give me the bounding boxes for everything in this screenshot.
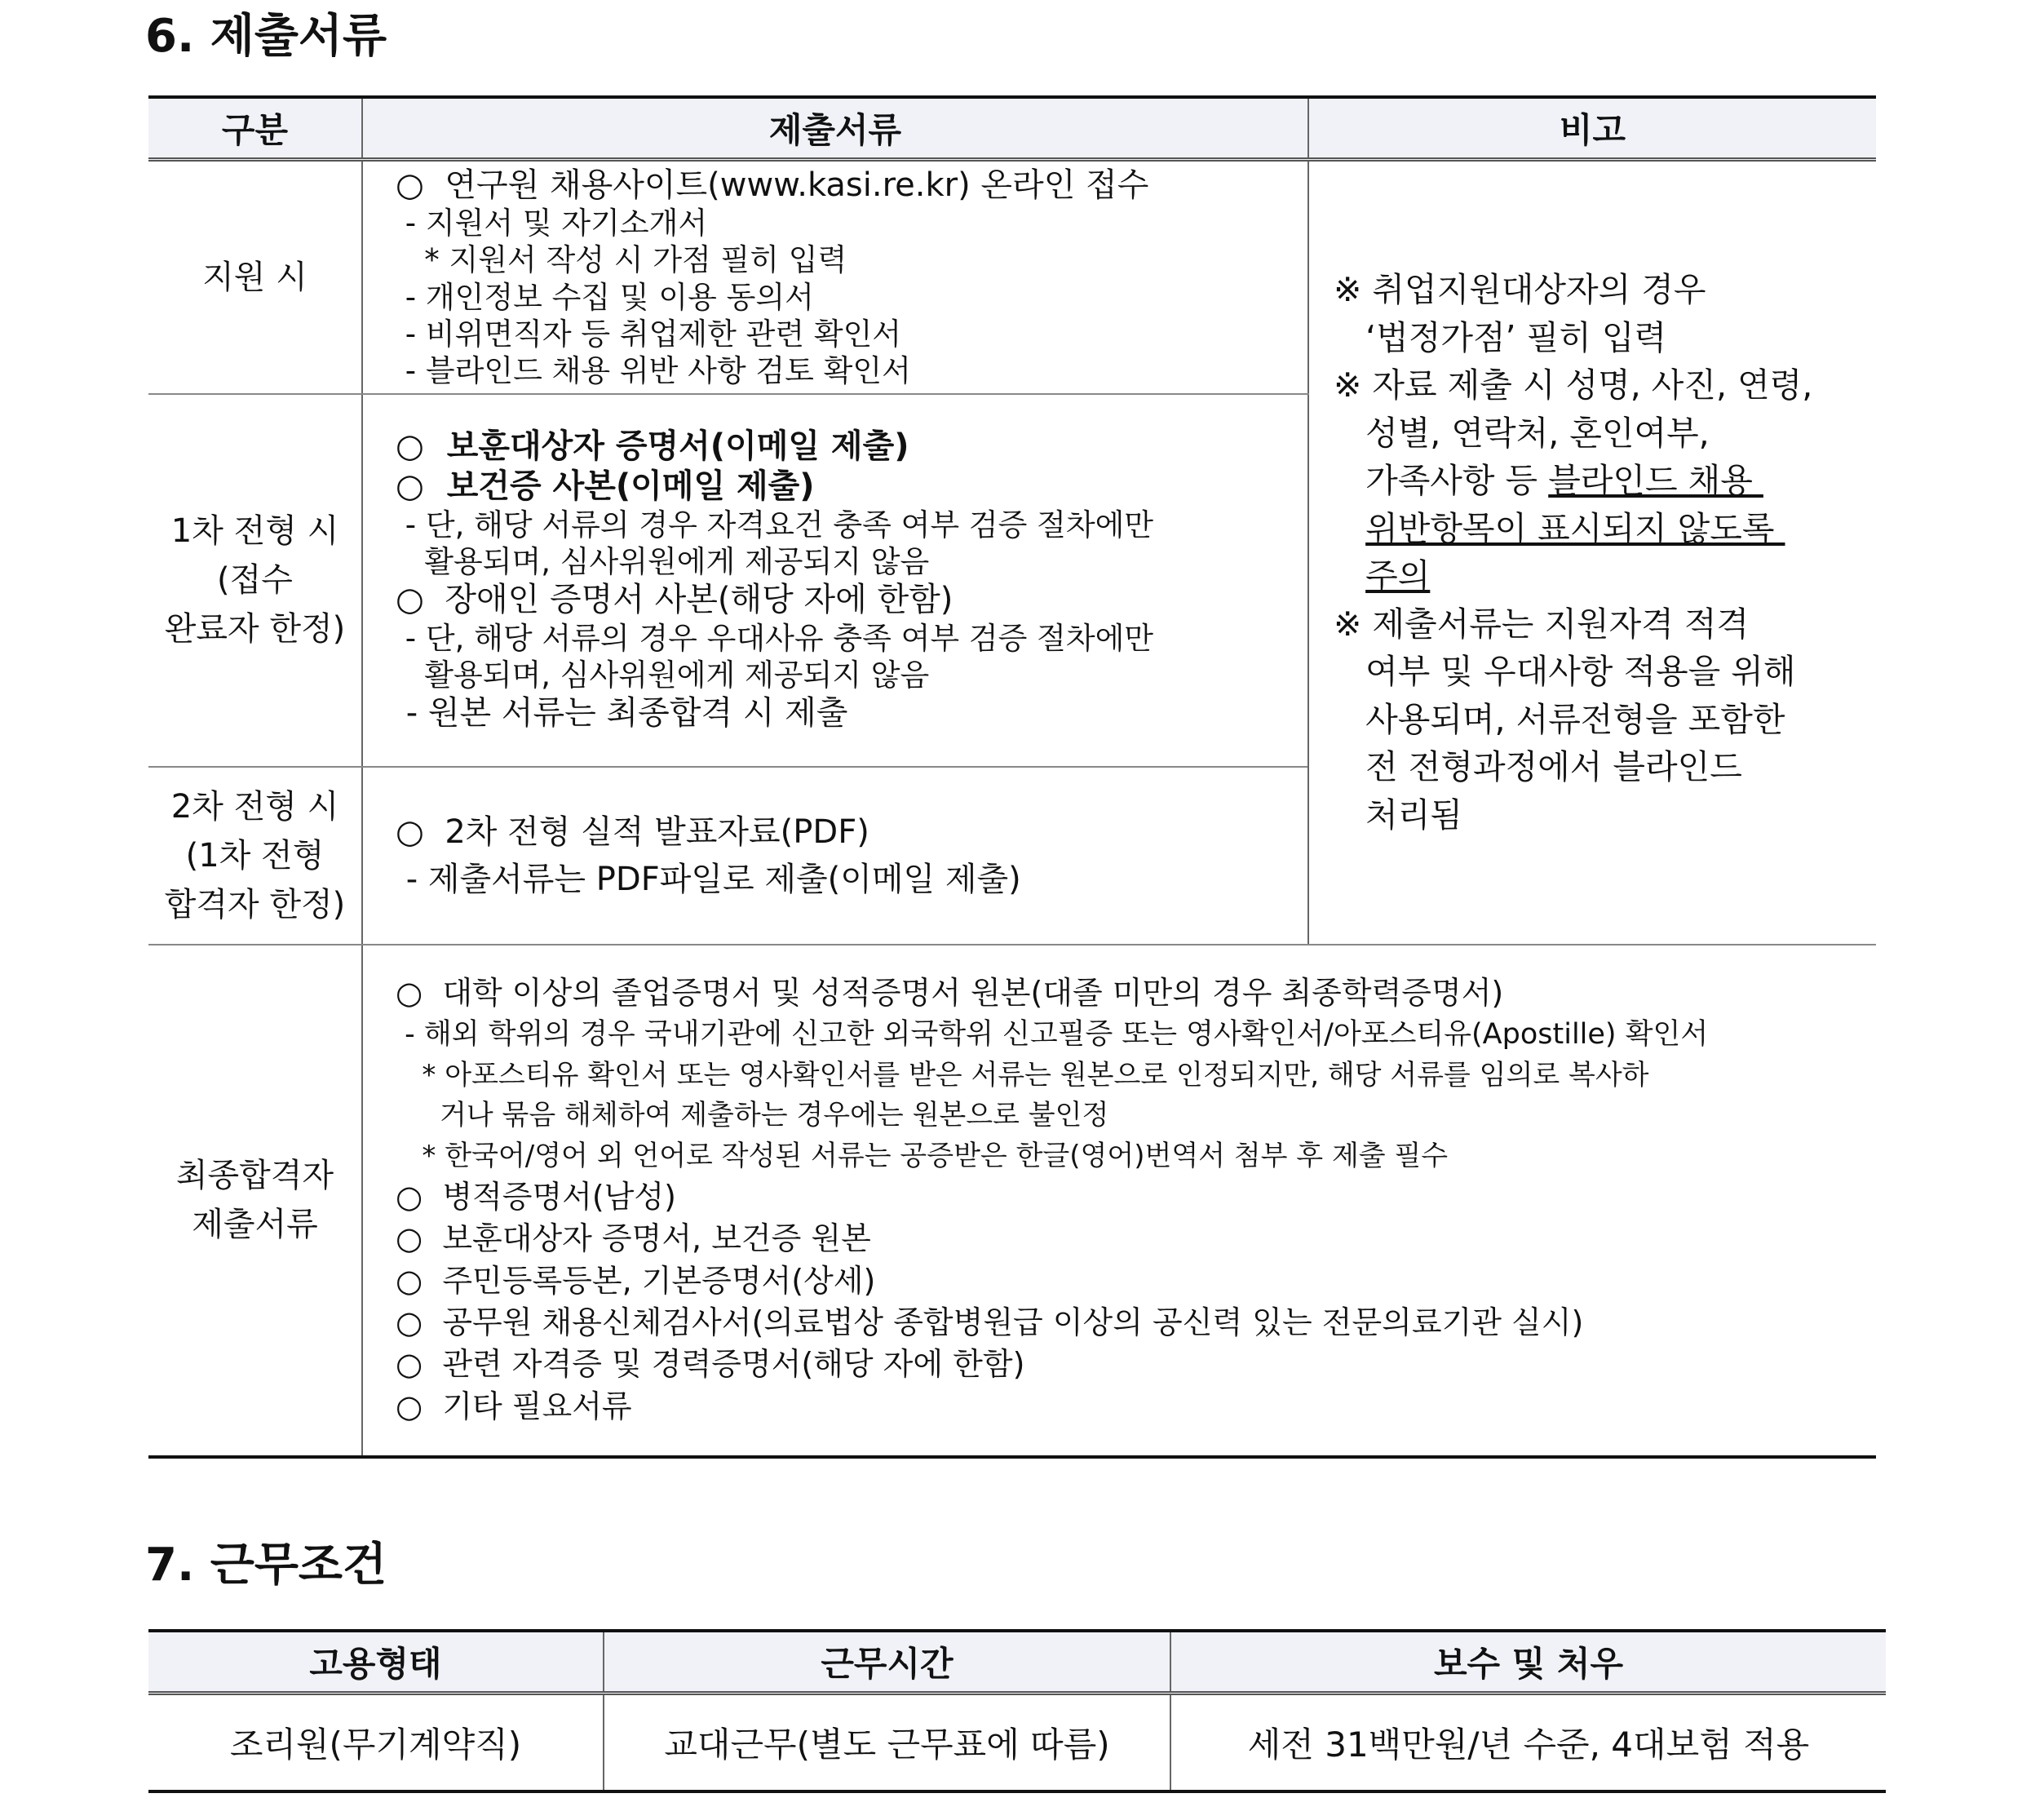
remark-text: 가족사항 등 <box>1334 461 1549 501</box>
doc-line: - 해외 학위의 경우 국내기관에 신고한 외국학위 신고필증 또는 영사확인서/아포스티유(Apostille) 확인서 <box>396 1018 1709 1052</box>
doc-line: - 비위면직자 등 취업제한 관련 확인서 <box>396 316 902 352</box>
doc-line: ○ 공무원 채용신체검사서(의료법상 종합병원급 이상의 공신력 있는 전문의료기관 실시) <box>396 1304 1584 1340</box>
doc-line: ○ 2차 전형 실적 발표자료(PDF) <box>396 813 869 851</box>
category-label: 2차 전형 시 (1차 전형 합격자 한정) <box>164 787 346 923</box>
working-conditions-table <box>148 1629 1886 1793</box>
remark-line: 여부 및 우대사항 적용을 위해 <box>1334 652 1796 692</box>
documents-application <box>362 160 1308 394</box>
doc-line: ○ 보훈대상자 증명서(이메일 제출) <box>396 427 909 466</box>
doc-line: - 개인정보 수집 및 이용 동의서 <box>396 279 814 315</box>
doc-line: ○ 보훈대상자 증명서, 보건증 원본 <box>396 1220 871 1257</box>
remark-line: 전 전형과정에서 블라인드 <box>1334 747 1742 787</box>
doc-line: ○ 대학 이상의 졸업증명서 및 성적증명서 원본(대졸 미만의 경우 최종학력증명서) <box>396 975 1504 1012</box>
doc-line: ○ 주민등록등본, 기본증명서(상세) <box>396 1262 876 1299</box>
doc-line: ○ 기타 필요서류 <box>396 1388 632 1424</box>
remarks-cell <box>1308 160 1876 945</box>
header-documents: 제출서류 <box>362 97 1308 160</box>
remark-underlined: 위반항목이 표시되지 않도록 <box>1365 508 1785 548</box>
header-compensation: 보수 및 처우 <box>1170 1631 1886 1694</box>
doc-line: ○ 연구원 채용사이트(www.kasi.re.kr) 온라인 접수 <box>396 166 1149 204</box>
category-label: 지원 시 <box>202 258 308 296</box>
doc-line: - 지원서 및 자기소개서 <box>396 206 708 241</box>
category-first-round <box>148 394 362 767</box>
doc-line: ○ 병적증명서(남성) <box>396 1179 676 1216</box>
doc-line: 활용되며, 심사위원에게 제공되지 않음 <box>396 543 930 579</box>
remark-line: ※ 제출서류는 지원자격 적격 <box>1334 604 1750 644</box>
remark-underlined: 주의 <box>1365 556 1431 596</box>
remark-line: 처리됨 <box>1334 795 1462 835</box>
category-label: 1차 전형 시 (접수 완료자 한정) <box>164 512 346 648</box>
remark-line: 성별, 연락처, 혼인여부, <box>1334 413 1710 453</box>
doc-line: - 단, 해당 서류의 경우 자격요건 충족 여부 검증 절차에만 <box>396 507 1154 542</box>
header-employment-type: 고용형태 <box>148 1631 604 1694</box>
doc-line: ○ 관련 자격증 및 경력증명서(해당 자에 한함) <box>396 1346 1025 1383</box>
header-remarks: 비고 <box>1308 97 1876 160</box>
section-7-title: 7. 근무조건 <box>145 1539 387 1592</box>
remark-line: 사용되며, 서류전형을 포함한 <box>1334 699 1785 739</box>
remark-underlined: 블라인드 채용 <box>1548 461 1763 501</box>
doc-line: * 아포스티유 확인서 또는 영사확인서를 받은 서류는 원본으로 인정되지만, 해당 서류를 임의로 복사하 <box>396 1059 1649 1092</box>
remark-line: ※ 자료 제출 시 성명, 사진, 연령, <box>1334 365 1813 405</box>
doc-line: 거나 묶음 해체하여 제출하는 경우에는 원본으로 불인정 <box>396 1099 1109 1132</box>
category-second-round <box>148 767 362 945</box>
category-final <box>148 945 362 1457</box>
compensation-value: 세전 31백만원/년 수준, 4대보험 적용 <box>1170 1694 1886 1792</box>
doc-line: ○ 장애인 증명서 사본(해당 자에 한함) <box>396 581 953 618</box>
category-label: 최종합격자 제출서류 <box>175 1157 334 1243</box>
doc-line: * 한국어/영어 외 언어로 작성된 서류는 공증받은 한글(영어)번역서 첨부 후 제출 필수 <box>396 1139 1449 1172</box>
doc-line: ○ 보건증 사본(이메일 제출) <box>396 467 815 505</box>
employment-type-value: 조리원(무기계약직) <box>148 1694 604 1792</box>
header-category: 구분 <box>148 97 362 160</box>
remark-line: ※ 취업지원대상자의 경우 <box>1334 270 1706 310</box>
doc-line: - 제출서류는 PDF파일로 제출(이메일 제출) <box>396 860 1021 898</box>
remark-line <box>1334 457 1868 505</box>
doc-line: - 블라인드 채용 위반 사항 검토 확인서 <box>396 352 911 388</box>
doc-line: 활용되며, 심사위원에게 제공되지 않음 <box>396 657 930 693</box>
remark-line <box>1334 552 1868 600</box>
header-working-hours: 근무시간 <box>604 1631 1170 1694</box>
section-6-title: 6. 제출서류 <box>145 10 387 63</box>
remark-line <box>1334 505 1868 553</box>
working-hours-value: 교대근무(별도 근무표에 따름) <box>604 1694 1170 1792</box>
doc-line: - 단, 해당 서류의 경우 우대사유 충족 여부 검증 절차에만 <box>396 620 1154 656</box>
documents-first-round <box>362 394 1308 767</box>
category-application <box>148 160 362 394</box>
doc-line: * 지원서 작성 시 가점 필히 입력 <box>396 242 847 278</box>
documents-second-round <box>362 767 1308 945</box>
remark-line: ‘법정가점’ 필히 입력 <box>1334 317 1667 357</box>
submission-documents-table <box>148 95 1876 1459</box>
doc-line: - 원본 서류는 최종합격 시 제출 <box>396 694 848 733</box>
documents-final <box>362 945 1876 1457</box>
